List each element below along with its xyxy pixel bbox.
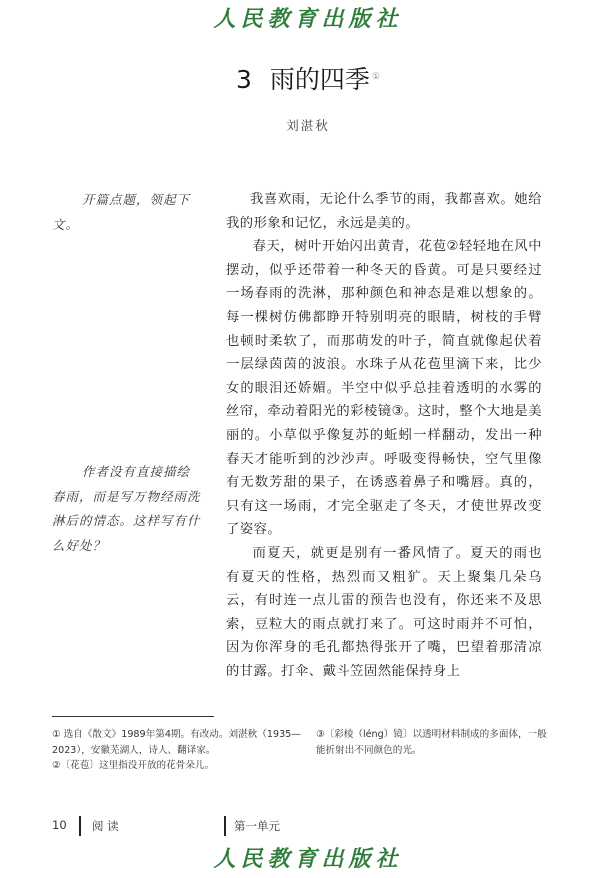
paragraph-3: 而夏天，就更是别有一番风情了。夏天的雨也有夏天的性格，热烈而又粗犷。天上聚集几朵乌云，有时连一点儿雷的预告也没有，你还来不及思索，豆粒大的雨点就打来了。可这时雨并不可怕，因为你浑身的毛孔都热得张开了嘴，巴望着那清凉的甘露。打伞、戴斗笠固然能保持身上: [226, 545, 542, 679]
page-number: 10: [52, 818, 67, 832]
title-footnote-marker[interactable]: ①: [371, 71, 380, 82]
side-note-2: 作者没有直接描绘春雨，而是写万物经雨洗淋后的情态。这样写有什么好处？: [52, 464, 201, 553]
paragraph-2: 春天，树叶开始闪出黄青，花苞②轻轻地在风中摆动，似乎还带着一种冬天的昏黄。可是只要经过一场春雨的洗淋，那种颜色和神态是难以想象的。每一棵树仿佛都睁开特别明亮的眼睛，树枝的手臂也顿时柔软了，而那萌发的叶子，简直就像起伏着一层绿茵茵的波浪。水珠子从花苞里滴下来，比少女的眼泪还娇媚。半空中似乎总挂着透明的水雾的丝帘，牵动着阳光的彩棱镜③。这时，整个大地是美丽的。小草似乎像复苏的蚯蚓一样翻动，发出一种春天才能听到的沙沙声。呼吸变得畅快，空气里像有无数芳甜的果子，在诱惑着鼻子和嘴唇。真的，只有这一场雨，才完全驱走了冬天，才使世界改变了姿容。: [226, 239, 542, 538]
footer-unit: 第一单元: [234, 819, 280, 833]
footnotes-right: [316, 727, 556, 758]
lesson-title: [0, 60, 616, 96]
article-body: [226, 188, 542, 683]
footnotes-left: [52, 727, 302, 774]
author-name: 刘湛秋: [286, 118, 330, 133]
publisher-logo-top: 人民教育出版社: [213, 6, 403, 32]
publisher-logo-bottom: 人民教育出版社: [213, 846, 403, 872]
lesson-number: 3: [236, 65, 252, 94]
paragraph-1: 我喜欢雨，无论什么季节的雨，我都喜欢。她给我的形象和记忆，永远是美的。: [226, 192, 542, 231]
footnote-3: ③〔彩棱（léng）镜〕以透明材料制成的多面体，一般能折射出不同颜色的光。: [316, 729, 547, 756]
footer-section: 阅 读: [92, 819, 119, 833]
footnote-2: ②〔花苞〕这里指没开放的花骨朵儿。: [52, 760, 215, 771]
footer-divider-right: [224, 816, 226, 836]
lesson-title-text: 雨的四季: [269, 65, 370, 94]
side-note-1: 开篇点题，领起下文。: [52, 192, 191, 232]
footer-divider-left: [79, 816, 81, 836]
footnote-divider: [52, 716, 214, 717]
footnote-1: ① 选自《散文》1989年第4期。有改动。刘湛秋（1935—2023），安徽芜湖人，诗人、翻译家。: [52, 729, 301, 756]
